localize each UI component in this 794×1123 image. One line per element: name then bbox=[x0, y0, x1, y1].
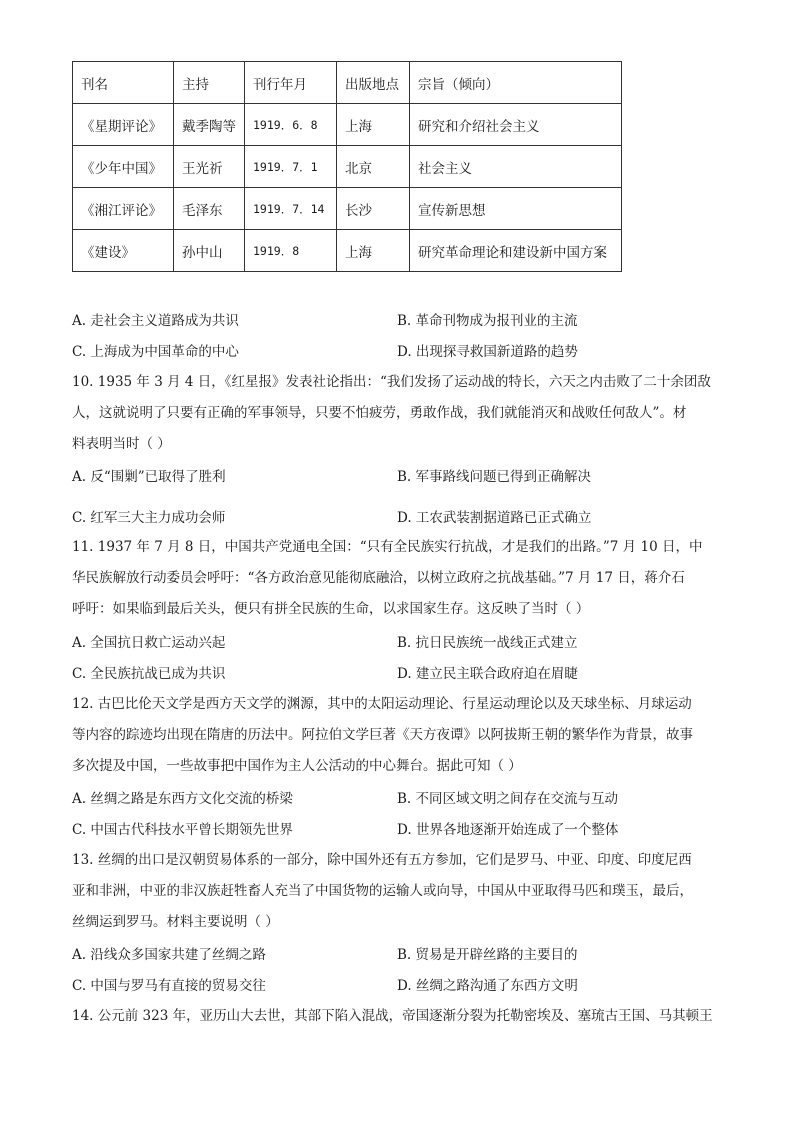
q9-option-b: B. 革命刊物成为报刊业的主流 bbox=[397, 313, 578, 329]
table-header-row bbox=[73, 62, 622, 104]
table-cell: 刊行年月 bbox=[245, 62, 337, 104]
q13-option-c: C. 中国与罗马有直接的贸易交往 bbox=[72, 978, 266, 994]
q14-stem-line: 14. 公元前 323 年，亚历山大去世，其部下陷入混战，帝国逐渐分裂为托勒密埃及、塞琉古王国、马其顿王 bbox=[72, 1008, 713, 1024]
q11-stem bbox=[72, 532, 722, 625]
q10-option-b: B. 军事路线问题已得到正确解决 bbox=[397, 469, 592, 485]
table-cell: 王光祈 bbox=[174, 146, 245, 188]
q13-stem bbox=[72, 845, 722, 938]
table-cell: 主持 bbox=[174, 62, 245, 104]
table-cell: 毛泽东 bbox=[174, 188, 245, 230]
table-row bbox=[73, 146, 622, 188]
table-row bbox=[73, 188, 622, 230]
q12-option-a: A. 丝绸之路是东西方文化交流的桥梁 bbox=[72, 791, 293, 807]
table-cell: 上海 bbox=[337, 230, 410, 272]
q9-option-d: D. 出现探寻救国新道路的趋势 bbox=[397, 344, 578, 360]
q10-stem-line: 10. 1935 年 3 月 4 日，《红星报》发表社论指出：“我们发扬了运动战的特长，六天之内击败了二十余团敌 bbox=[72, 374, 711, 390]
q11-option-a: A. 全国抗日救亡运动兴起 bbox=[72, 635, 226, 651]
q10-option-a: A. 反“围剿”已取得了胜利 bbox=[72, 469, 226, 485]
q13-option-d: D. 丝绸之路沟通了东西方文明 bbox=[397, 978, 578, 994]
q12-stem bbox=[72, 689, 722, 782]
table-row bbox=[73, 104, 622, 146]
table-cell: 孙中山 bbox=[174, 230, 245, 272]
table-cell: 1919．7．14 bbox=[245, 188, 337, 230]
q9-option-c: C. 上海成为中国革命的中心 bbox=[72, 344, 239, 360]
q12-option-c: C. 中国古代科技水平曾长期领先世界 bbox=[72, 822, 293, 838]
table-cell: 《湘江评论》 bbox=[73, 188, 174, 230]
table-cell: 宣传新思想 bbox=[410, 188, 622, 230]
q11-option-d: D. 建立民主联合政府迫在眉睫 bbox=[397, 666, 578, 682]
q12-stem-line: 12. 古巴比伦天文学是西方天文学的渊源，其中的太阳运动理论、行星运动理论以及天球坐标、月球运动 bbox=[72, 696, 692, 712]
q12-option-b: B. 不同区域文明之间存在交流与互动 bbox=[397, 791, 619, 807]
table-cell: 1919．8 bbox=[245, 230, 337, 272]
table-row bbox=[73, 230, 622, 272]
table-cell: 刊名 bbox=[73, 62, 174, 104]
table-cell: 社会主义 bbox=[410, 146, 622, 188]
q9-option-a: A. 走社会主义道路成为共识 bbox=[72, 313, 239, 329]
q13-option-b: B. 贸易是开辟丝路的主要目的 bbox=[397, 947, 578, 963]
q14-stem bbox=[72, 1001, 722, 1032]
q13-stem-line: 亚和非洲，中亚的非汉族赶牲畜人充当了中国货物的运输人或向导，中国从中亚取得马匹和璞玉，最后， bbox=[72, 883, 693, 899]
q11-stem-line: 华民族解放行动委员会呼吁：“各方政治意见能彻底融洽，以树立政府之抗战基础。”7 月 17 日，蒋介石 bbox=[72, 570, 685, 586]
table-cell: 研究革命理论和建设新中国方案 bbox=[410, 230, 622, 272]
table-cell: 1919．7．1 bbox=[245, 146, 337, 188]
q10-option-c: C. 红军三大主力成功会师 bbox=[72, 510, 226, 526]
q11-stem-line: 11. 1937 年 7 月 8 日，中国共产党通电全国：“只有全民族实行抗战，才是我们的出路。”7 月 10 日，中 bbox=[72, 539, 703, 555]
q11-stem-line: 呼吁：如果临到最后关头，便只有拼全民族的生命，以求国家生存。这反映了当时（ ） bbox=[72, 601, 590, 617]
q13-stem-line: 丝绸运到罗马。材料主要说明（ ） bbox=[72, 914, 279, 930]
table-cell: 宗旨（倾向） bbox=[410, 62, 622, 104]
table-cell: 北京 bbox=[337, 146, 410, 188]
table-cell: 《建设》 bbox=[73, 230, 174, 272]
q10-stem-line: 人，这就说明了只要有正确的军事领导，只要不怕疲劳，勇敢作战，我们就能消灭和战败任何敌人”。材 bbox=[72, 405, 687, 421]
table-cell: 上海 bbox=[337, 104, 410, 146]
q10-option-d: D. 工农武装割据道路已正式确立 bbox=[397, 510, 592, 526]
table-cell: 长沙 bbox=[337, 188, 410, 230]
table-cell: 《少年中国》 bbox=[73, 146, 174, 188]
q10-stem bbox=[72, 367, 722, 460]
q12-stem-line: 多次提及中国，一些故事把中国作为主人公活动的中心舞台。据此可知（ ） bbox=[72, 758, 522, 774]
table-cell: 《星期评论》 bbox=[73, 104, 174, 146]
table-cell: 研究和介绍社会主义 bbox=[410, 104, 622, 146]
q12-option-d: D. 世界各地逐渐开始连成了一个整体 bbox=[397, 822, 619, 838]
periodicals-table bbox=[72, 61, 622, 272]
q11-option-c: C. 全民族抗战已成为共识 bbox=[72, 666, 226, 682]
q13-option-a: A. 沿线众多国家共建了丝绸之路 bbox=[72, 947, 266, 963]
table-cell: 戴季陶等 bbox=[174, 104, 245, 146]
q12-stem-line: 等内容的踪迹均出现在隋唐的历法中。阿拉伯文学巨著《天方夜谭》以阿拔斯王朝的繁华作为背景，故事 bbox=[72, 727, 693, 743]
q10-stem-line: 料表明当时（ ） bbox=[72, 436, 171, 452]
q13-stem-line: 13. 丝绸的出口是汉朝贸易体系的一部分，除中国外还有五方参加，它们是罗马、中亚、印度、印度尼西 bbox=[72, 852, 692, 868]
table-cell: 1919．6．8 bbox=[245, 104, 337, 146]
table-cell: 出版地点 bbox=[337, 62, 410, 104]
q11-option-b: B. 抗日民族统一战线正式建立 bbox=[397, 635, 578, 651]
